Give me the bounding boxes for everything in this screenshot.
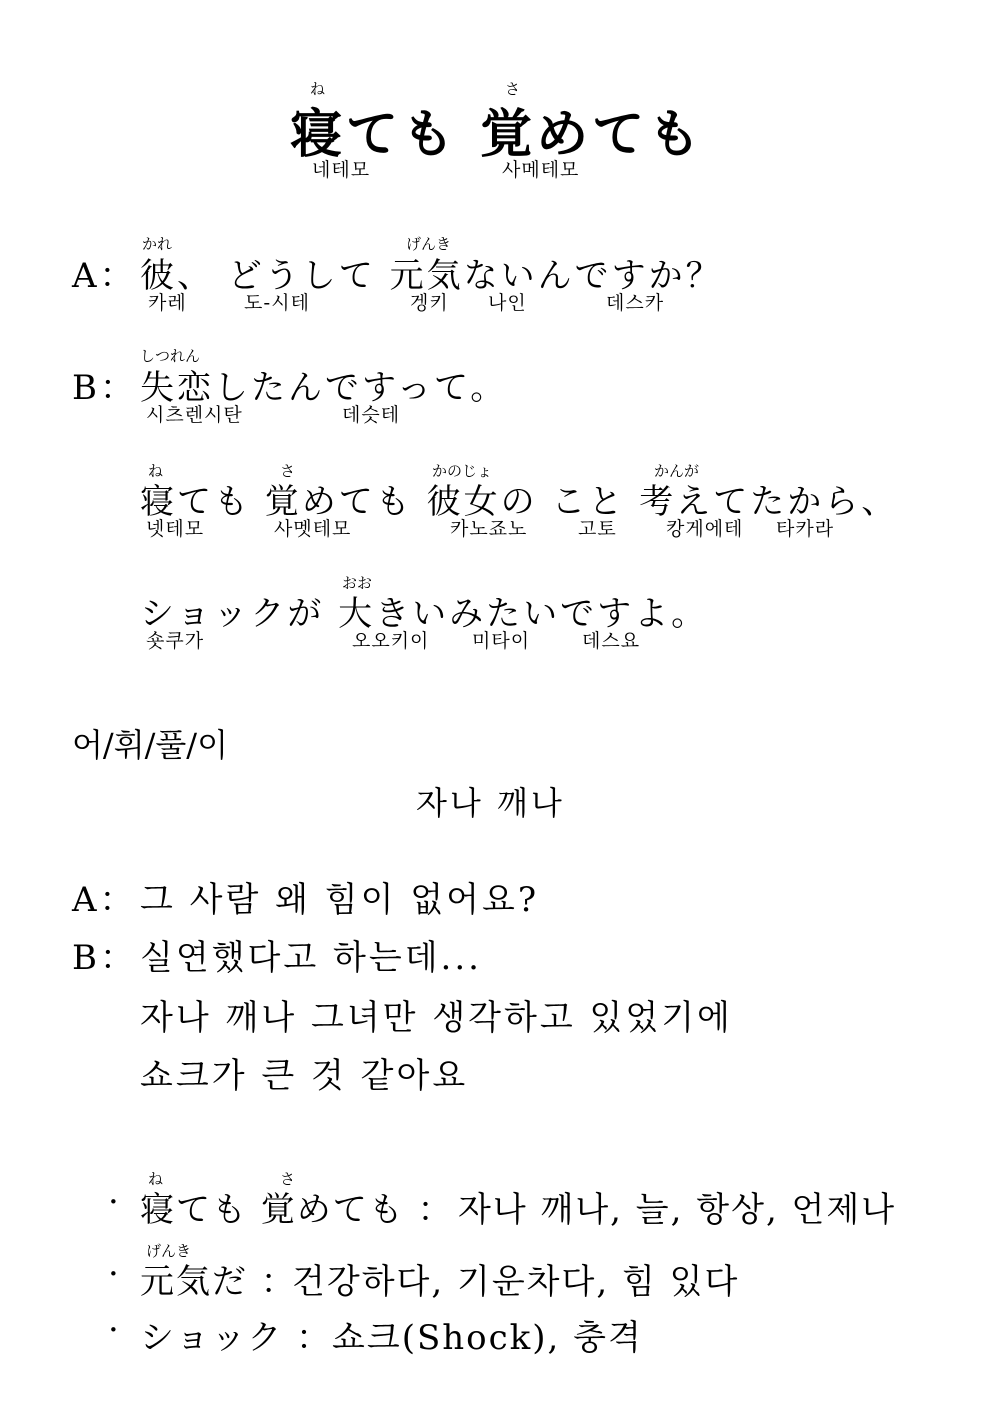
a-gloss-1: 카레 (148, 292, 187, 314)
b2-gloss-2: 사멧테모 (274, 518, 352, 540)
a-gloss-4: 나인 (488, 292, 527, 314)
title-ruby-ne: ね (310, 80, 326, 98)
glossary-2-ruby-genki: げんき (146, 1242, 192, 1260)
ruby-kare: かれ (142, 235, 173, 253)
glossary-3-term: ショック ： (140, 1318, 333, 1358)
page-title: 寝ても 覚めても (290, 104, 705, 165)
translation-b-line1: 실연했다고 하는데... (140, 938, 482, 978)
glossary-2-term: 元気だ ： (140, 1262, 297, 1302)
glossary-2-bullet: · (108, 1254, 121, 1294)
title-ruby-sa: さ (505, 80, 521, 98)
b3-gloss-3: 미타이 (472, 630, 531, 652)
b2-gloss-3: 카노죠노 (450, 518, 528, 540)
ruby-shitsuren: しつれん (140, 347, 201, 365)
b2-ruby-ne: ね (148, 462, 164, 480)
title-gloss-1: 네테모 (312, 159, 371, 181)
glossary-1-meaning: 자나 깨나, 늘, 항상, 언제나 (458, 1190, 897, 1230)
dialogue-b-line: 失恋したんですって。 (140, 368, 508, 408)
vocab-heading: 어/휘/풀/이 (72, 726, 228, 764)
dialogue-b-line2: 寝ても 覚めても 彼女の こと 考えてたから、 (140, 482, 899, 522)
b2-gloss-5: 캉게에테 (666, 518, 744, 540)
b3-ruby-oo: おお (342, 574, 373, 592)
ruby-genki: げんき (406, 235, 452, 253)
b2-ruby-sa: さ (280, 462, 296, 480)
b2-gloss-4: 고토 (578, 518, 617, 540)
dialogue-b-line3: ショックが 大きいみたいですよ。 (140, 594, 709, 634)
glossary-3-bullet: · (108, 1310, 121, 1350)
dialogue-a-line: 彼、 どうして 元気ないんですか？ (140, 256, 723, 296)
a-gloss-3: 겡키 (410, 292, 449, 314)
b3-gloss-2: 오오키이 (352, 630, 430, 652)
dialogue-a-speaker: A： (72, 256, 137, 296)
a-gloss-2: 도-시테 (244, 292, 310, 314)
glossary-1-ruby-ne: ね (148, 1170, 164, 1188)
b3-gloss-4: 데스요 (582, 630, 641, 652)
translation-b-speaker: B： (72, 938, 137, 978)
vocab-subtitle: 자나 깨나 (416, 784, 565, 822)
glossary-1-ruby-sa: さ (280, 1170, 296, 1188)
glossary-2-meaning: 건강하다, 기운차다, 힘 있다 (292, 1262, 740, 1302)
translation-b-line3: 쇼크가 큰 것 같아요 (140, 1056, 469, 1096)
glossary-3-meaning: 쇼크(Shock), 충격 (332, 1318, 643, 1358)
title-gloss-2: 사메테모 (502, 159, 580, 181)
glossary-1-bullet: · (108, 1182, 121, 1222)
a-gloss-5: 데스카 (606, 292, 665, 314)
translation-b-line2: 자나 깨나 그녀만 생각하고 있었기에 (140, 998, 733, 1038)
dialogue-b-speaker: B： (72, 368, 137, 408)
b2-ruby-kanga: かんが (654, 462, 700, 480)
b3-gloss-1: 숏쿠가 (146, 630, 205, 652)
b2-ruby-kanojo: かのじょ (432, 462, 493, 480)
translation-a-line: 그 사람 왜 힘이 없어요? (140, 880, 540, 920)
translation-a-speaker: A： (72, 880, 137, 920)
b2-gloss-1: 넷테모 (146, 518, 205, 540)
b2-gloss-6: 타카라 (776, 518, 835, 540)
glossary-1-term: 寝ても 覚めても ： (140, 1190, 454, 1230)
b-gloss-2: 데슷테 (342, 404, 401, 426)
b-gloss-1: 시츠렌시탄 (146, 404, 243, 426)
